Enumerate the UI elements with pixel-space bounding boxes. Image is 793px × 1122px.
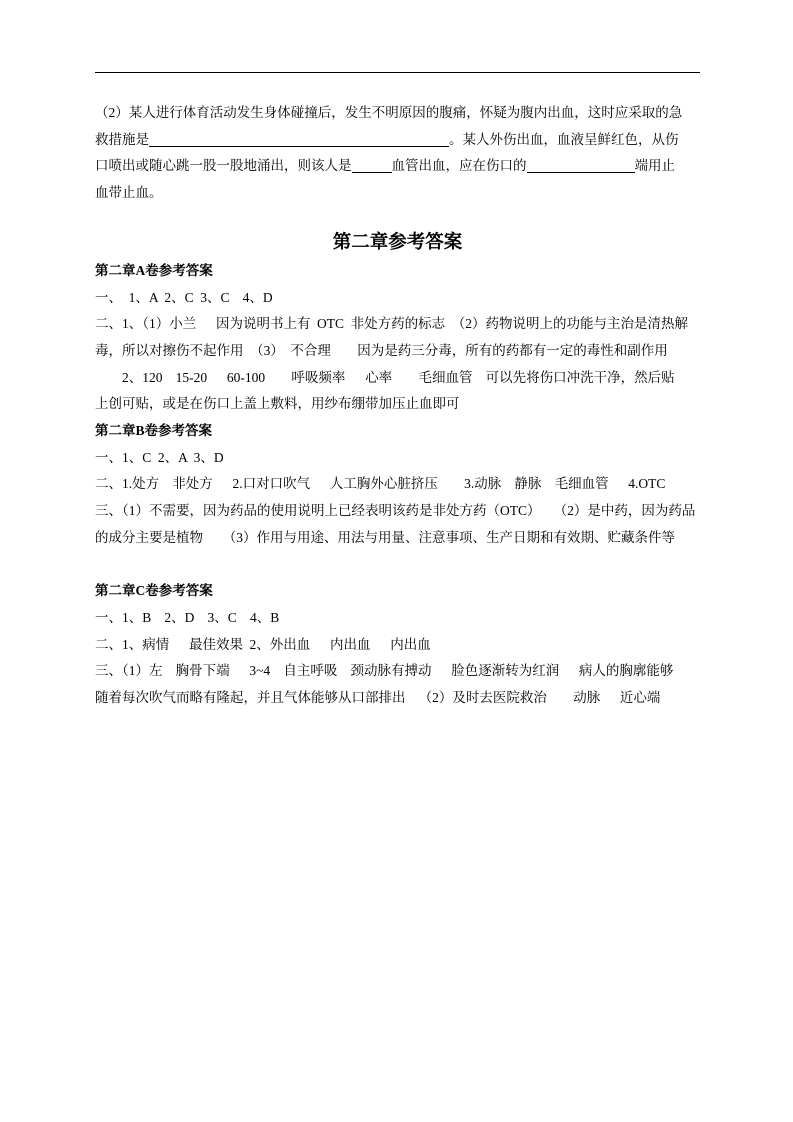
fill-in-blank bbox=[149, 132, 449, 147]
question-line bbox=[95, 153, 707, 180]
answer-line: 二、1、病情 最佳效果 2、外出血 内出血 内出血 bbox=[95, 636, 431, 652]
answer-line: 毒，所以对擦伤不起作用 （3） 不合理 因为是药三分毒，所有的药都有一定的毒性和副作用 bbox=[95, 342, 668, 358]
answer-line: 二、1.处方 非处方 2.口对口吹气 人工胸外心脏挤压 3.动脉 静脉 毛细血管 4.OTC bbox=[95, 476, 666, 492]
section-heading: 第二章B卷参考答案 bbox=[95, 423, 213, 439]
fill-in-blank bbox=[352, 158, 392, 173]
answer-title: 第二章参考答案 bbox=[332, 232, 463, 253]
section-a bbox=[95, 258, 707, 418]
answer-line: 三、（1）不需要，因为药品的使用说明上已经表明该药是非处方药（OTC） （2）是中药，因为药品 bbox=[95, 503, 696, 519]
question-text: 血管出血，应在伤口的 bbox=[391, 158, 527, 174]
answer-line: 随着每次吹气而略有隆起，并且气体能够从口部排出 （2）及时去医院救治 动脉 近心端 bbox=[95, 690, 661, 706]
answer-line: 三、（1）左 胸骨下端 3~4 自主呼吸 颈动脉有搏动 脸色逐渐转为红润 病人的胸廓能够 bbox=[95, 663, 674, 679]
answer-line: 2、120 15-20 60-100 呼吸频率 心率 毛细血管 可以先将伤口冲洗干净，然后贴 bbox=[122, 369, 675, 385]
answer-line: 的成分主要是植物 （3）作用与用途、用法与用量、注意事项、生产日期和有效期、贮藏条件等 bbox=[95, 529, 675, 545]
question-block bbox=[95, 100, 707, 207]
header-rule bbox=[95, 72, 700, 73]
section-b bbox=[95, 418, 707, 552]
question-line: （2）某人进行体育活动发生身体碰撞后，发生不明原因的腹痛，怀疑为腹内出血，这时应采取的急 bbox=[95, 105, 683, 120]
question-text: 。某人外伤出血，血液呈鲜红色，从伤 bbox=[449, 131, 679, 147]
question-text: 端用止 bbox=[634, 158, 675, 174]
question-text: 救措施是 bbox=[95, 131, 149, 147]
fill-in-blank bbox=[527, 158, 635, 173]
answer-line: 一、1、C 2、A 3、D bbox=[95, 449, 224, 465]
answer-line: 上创可贴，或是在伤口上盖上敷料，用纱布绷带加压止血即可 bbox=[95, 396, 460, 412]
question-line: 血带止血。 bbox=[95, 185, 163, 201]
blank-line bbox=[95, 552, 707, 579]
section-heading: 第二章A卷参考答案 bbox=[95, 262, 213, 278]
section-heading: 第二章C卷参考答案 bbox=[95, 583, 213, 599]
question-line bbox=[95, 127, 707, 154]
answer-line: 一、 1、A 2、C 3、C 4、D bbox=[95, 289, 273, 305]
answer-line: 一、1、B 2、D 3、C 4、B bbox=[95, 609, 280, 625]
question-text: 口喷出或随心跳一股一股地涌出，则该人是 bbox=[95, 158, 352, 174]
section-c bbox=[95, 578, 707, 712]
document-body bbox=[95, 100, 707, 712]
answer-line: 二、1、（1）小兰 因为说明书上有 OTC 非处方药的标志 （2）药物说明上的功能与主治是清热解 bbox=[95, 316, 688, 332]
